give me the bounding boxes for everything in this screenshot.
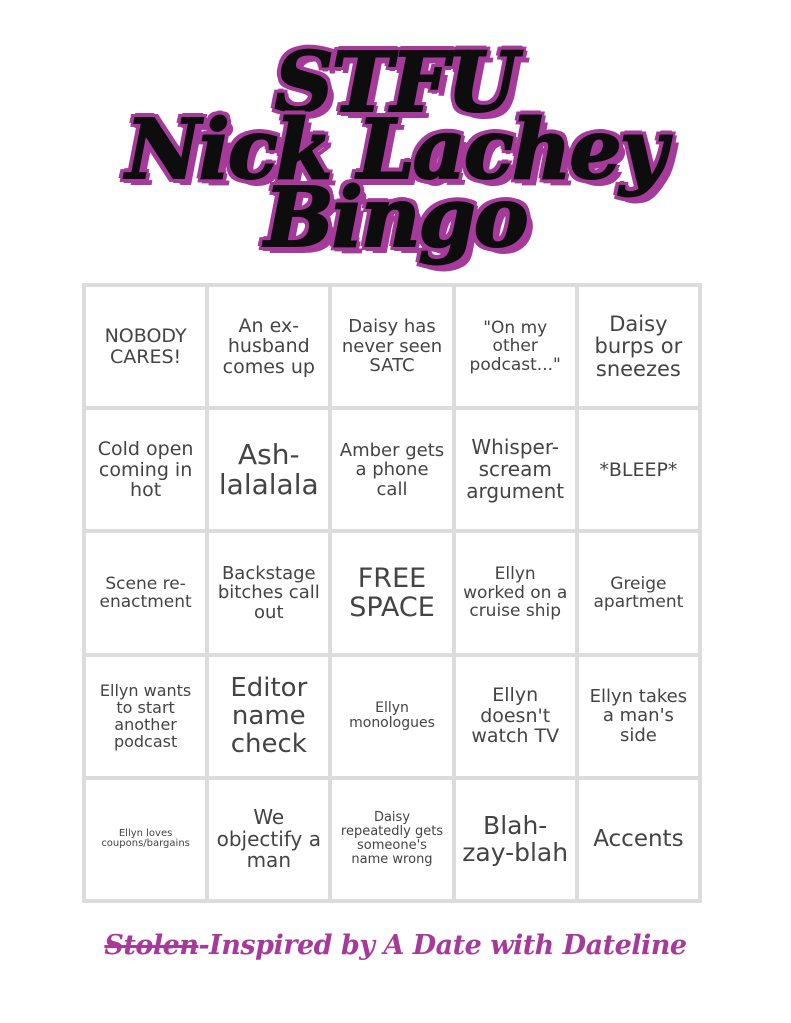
bingo-cell[interactable]: Ellyn takes a man's side (577, 655, 700, 778)
bingo-cell[interactable]: An ex-husband comes up (207, 285, 330, 408)
bingo-cell[interactable]: NOBODY CARES! (84, 285, 207, 408)
bingo-cell[interactable]: Ellyn worked on a cruise ship (454, 531, 577, 654)
title-line-2: Nick Lachey (125, 102, 666, 199)
bingo-cell[interactable]: Ellyn monologues (330, 655, 453, 778)
bingo-cell[interactable]: Ash-lalalala (207, 408, 330, 531)
title-line-3: Bingo (264, 169, 527, 266)
bingo-cell[interactable]: Accents (577, 778, 700, 901)
bingo-cell[interactable]: Ellyn wants to start another podcast (84, 655, 207, 778)
bingo-title (0, 20, 791, 282)
bingo-cell[interactable]: Blah-zay-blah (454, 778, 577, 901)
bingo-cell[interactable]: Editor name check (207, 655, 330, 778)
bingo-cell[interactable]: We objectify a man (207, 778, 330, 901)
free-space-cell[interactable]: FREE SPACE (330, 531, 453, 654)
credit-struck-word: Stolen (104, 930, 199, 961)
bingo-grid (82, 283, 702, 903)
bingo-cell[interactable]: Ellyn loves coupons/bargains (84, 778, 207, 901)
credit-line (0, 930, 791, 961)
bingo-cell[interactable]: Ellyn doesn't watch TV (454, 655, 577, 778)
credit-text: -Inspired by A Date with Dateline (198, 930, 687, 961)
bingo-cell[interactable]: *BLEEP* (577, 408, 700, 531)
bingo-cell[interactable]: Daisy has never seen SATC (330, 285, 453, 408)
bingo-cell[interactable]: Daisy repeatedly gets someone's name wrong (330, 778, 453, 901)
bingo-cell[interactable]: Daisy burps or sneezes (577, 285, 700, 408)
title-line-1: STFU (274, 35, 517, 132)
bingo-cell[interactable]: "On my other podcast..." (454, 285, 577, 408)
bingo-cell[interactable]: Whisper-scream argument (454, 408, 577, 531)
bingo-cell[interactable]: Greige apartment (577, 531, 700, 654)
bingo-cell[interactable]: Scene re-enactment (84, 531, 207, 654)
bingo-cell[interactable]: Amber gets a phone call (330, 408, 453, 531)
bingo-cell[interactable]: Backstage bitches call out (207, 531, 330, 654)
bingo-cell[interactable]: Cold open coming in hot (84, 408, 207, 531)
